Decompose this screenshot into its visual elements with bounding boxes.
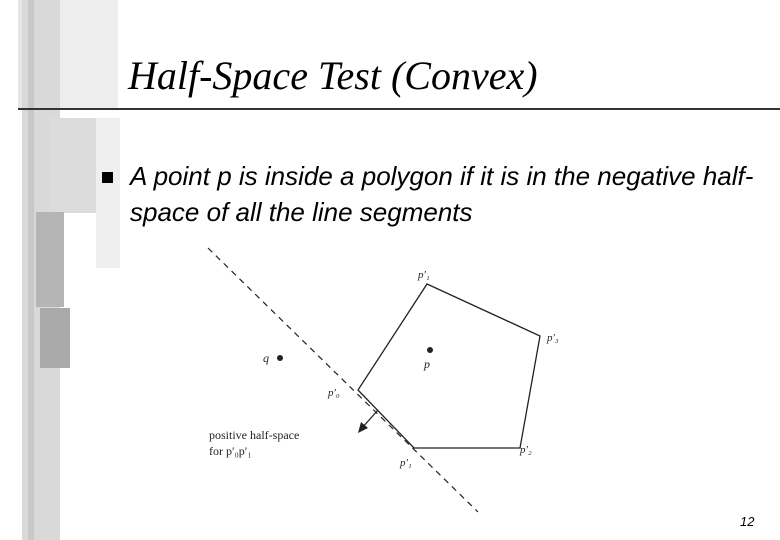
slide-title: Half-Space Test (Convex): [128, 53, 538, 98]
annotation-positive-half-space: positive half-space: [209, 428, 300, 442]
point-q: [277, 355, 283, 361]
point-p: [427, 347, 433, 353]
slide-number: 12: [740, 514, 755, 529]
annotation-segment: for p′₀p′₁: [209, 444, 252, 458]
convex-polygon: [358, 284, 540, 448]
label-p-prime-0: p′₀: [328, 387, 340, 399]
label-p-prime-1-bottom: p′₁: [400, 457, 412, 469]
dashed-extension-line: [208, 248, 478, 512]
bullet-text: A point p is inside a polygon if it is in the negative half-space of all the line segments: [130, 161, 754, 227]
label-p-prime-2: p′₂: [520, 444, 532, 456]
label-p-prime-3: p′₃: [547, 332, 559, 344]
label-p: p: [424, 357, 430, 371]
label-p-prime-1-top: p′₁: [418, 269, 430, 281]
label-q: q: [263, 351, 269, 365]
